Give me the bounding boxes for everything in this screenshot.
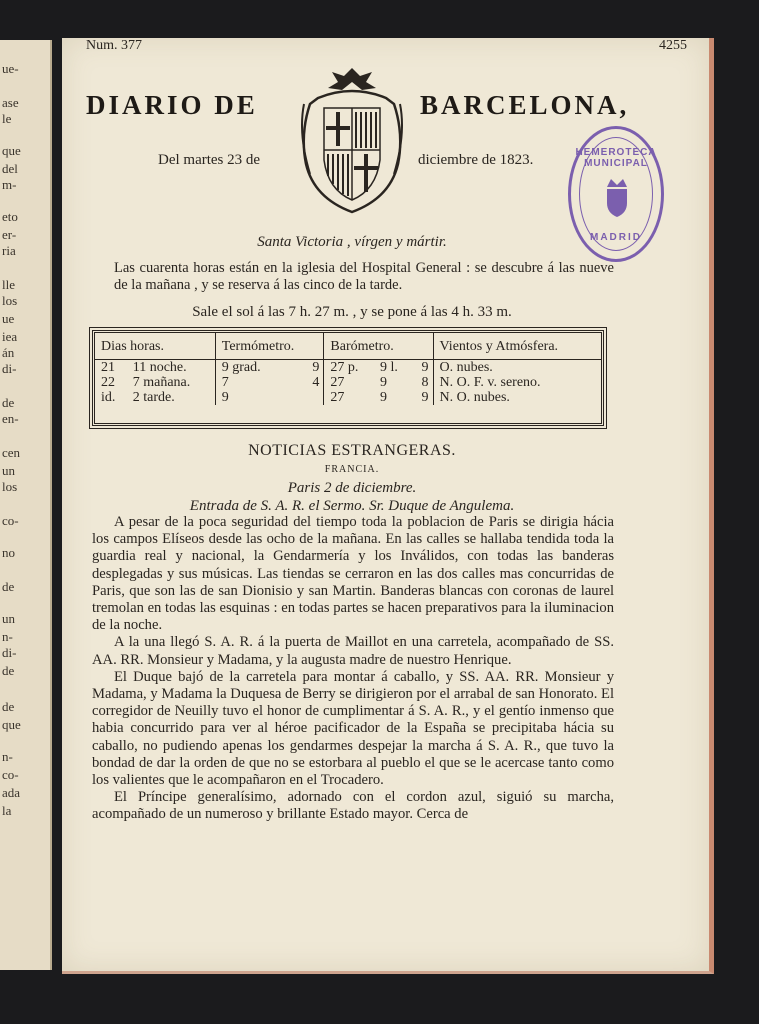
table-cell-thermo: 9 grad. — [215, 360, 295, 376]
table-cell-baro-l: 9 l. — [379, 360, 398, 375]
left-page-fragment: ria — [2, 243, 16, 258]
table-cell-hour: 7 mañana. — [132, 375, 191, 390]
left-page-fragment: cen — [2, 445, 21, 460]
adjacent-page-edge — [0, 40, 52, 970]
table-cell-thermo: 9 — [215, 390, 295, 405]
left-page-fragment: m- — [2, 177, 17, 192]
table-header: Barómetro. — [324, 333, 433, 360]
left-page-fragment: co- — [2, 513, 19, 528]
left-page-fragment: le — [2, 111, 12, 126]
masthead-title-left: DIARIO DE — [86, 90, 258, 120]
masthead-title-right: BARCELONA, — [420, 90, 630, 120]
issue-number: Num. 377 — [86, 38, 142, 53]
left-page-fragment: los — [2, 293, 18, 308]
left-page-fragment: que — [2, 717, 21, 732]
left-page-fragment: de — [2, 395, 15, 410]
country-heading: FRANCIA. — [324, 464, 380, 475]
left-page-fragment: la — [2, 803, 12, 818]
newspaper-page — [62, 38, 714, 974]
issue-date-left: Del martes 23 de — [158, 152, 261, 168]
left-page-fragment: di- — [2, 645, 17, 660]
table-cell-day: id. — [101, 390, 116, 405]
article-title: Entrada de S. A. R. el Sermo. Sr. Duque de Angulema. — [189, 498, 515, 514]
table-cell-hour: 11 noche. — [132, 360, 187, 375]
table-cell-baro-frac: 8 — [421, 375, 429, 390]
article-paragraph: A pesar de la poca seguridad del tiempo toda la poblacion de Paris se dirigia hácia los campos Elíseos desde las ocho de la mañana. En las calles se hallaba tendida toda la guardia real y nacional, la Gendarmería y los Inválidos, con todas las banderas desplegadas y sus músicas. Las tiendas se cerraron en las dos calles mas concurridas de Paris, que son las de san Dionisio y san Martin. Banderas blancas con coronas de laurel tremolan en todas las esquinas : en todas partes se hacen preparativos para la iluminacion de la noche. — [92, 514, 614, 634]
table-cell-thermo-frac: 9 — [312, 360, 320, 375]
table-header: Termómetro. — [215, 333, 324, 360]
left-page-fragment: un — [2, 463, 15, 478]
forty-hours-notice: Las cuarenta horas están en la iglesia del Hospital General : se descubre á las nueve de la mañana , y se reserva á las cinco de la tarde. — [114, 260, 614, 293]
left-page-fragment: lle — [2, 277, 15, 292]
saint-of-day: Santa Victoria , vírgen y mártir. — [257, 234, 447, 250]
table-cell-day: 22 — [101, 375, 115, 390]
weather-table — [92, 330, 604, 426]
table-cell-thermo: 7 — [215, 375, 295, 390]
left-page-fragment: ase — [2, 95, 19, 110]
table-cell-thermo-frac: 4 — [312, 375, 320, 390]
table-cell-day: 21 — [101, 360, 115, 375]
article-paragraph: El Príncipe generalísimo, adornado con el cordon azul, siguió su marcha, acompañado de un numeroso y brillante Estado mayor. Cerca de — [92, 789, 614, 823]
table-cell-baro-l: 9 — [379, 390, 387, 405]
left-page-fragment: ada — [2, 785, 21, 800]
table-cell-baro-l: 9 — [379, 375, 387, 390]
left-page-fragment: iea — [2, 329, 18, 344]
left-page-fragment: ue- — [2, 61, 19, 76]
table-cell-wind: N. O. nubes. — [433, 390, 601, 405]
article-body — [92, 514, 614, 824]
table-cell-hour: 2 tarde. — [132, 390, 175, 405]
table-row — [95, 375, 601, 390]
left-page-fragment: án — [2, 345, 15, 360]
article-paragraph: El Duque bajó de la carretela para montar á caballo, y SS. AA. RR. Monsieur y Madama, y Madama la Duquesa de Berry se dirigieron por el arrabal de san Honorato. El corregidor de Neuilly tuvo el honor de cumplimentar á S. A. R., y el gentío inmenso que habia concurrido para ver al héroe pacificador de la España se precipitaba hácia su caballo, no pudiendo apenas los gendarmes despejar la marcha á S. A. R., que tuvo la bondad de dar la orden de que no se estorbara al pueblo el que se le acercase tanto como los valientes que le acompañaron en el Trocadero. — [92, 668, 614, 789]
left-page-fragment: co- — [2, 767, 19, 782]
left-page-fragment: del — [2, 161, 18, 176]
left-page-fragment: los — [2, 479, 18, 494]
table-cell-wind: N. O. F. v. sereno. — [433, 375, 601, 390]
table-row — [95, 360, 601, 376]
crown-shield-icon — [601, 175, 633, 219]
left-page-fragment: n- — [2, 749, 13, 764]
table-cell-baro-frac: 9 — [421, 360, 429, 375]
article-paragraph: A la una llegó S. A. R. á la puerta de Maillot en una carretela, acompañado de SS. AA. RR. Monsieur y Madama, y la augusta madre de nuestro Henrique. — [92, 634, 614, 668]
stamp-top-text: HEMEROTECA MUNICIPAL — [575, 147, 657, 169]
left-page-fragment: de — [2, 579, 15, 594]
left-page-fragment: que — [2, 143, 21, 158]
table-row — [95, 390, 601, 405]
left-page-fragment: un — [2, 611, 15, 626]
table-header: Vientos y Atmósfera. — [433, 333, 601, 360]
left-page-fragment: ue — [2, 311, 15, 326]
issue-date-right: diciembre de 1823. — [418, 152, 534, 168]
page-number: 4255 — [659, 38, 687, 53]
table-cell-baro: 27 — [324, 390, 374, 405]
table-cell-thermo-frac — [295, 390, 323, 405]
section-heading: NOTICIAS ESTRANGERAS. — [248, 442, 456, 459]
left-page-fragment: di- — [2, 361, 17, 376]
table-cell-baro-frac: 9 — [421, 390, 429, 405]
stamp-bottom-text: MADRID — [590, 232, 642, 243]
table-cell-wind: O. nubes. — [433, 360, 601, 376]
dateline: Paris 2 de diciembre. — [287, 480, 417, 496]
left-page-fragment: de — [2, 699, 15, 714]
table-header: Dias horas. — [95, 333, 215, 360]
left-page-fragment: er- — [2, 227, 17, 242]
table-cell-baro: 27 p. — [324, 360, 374, 376]
table-cell-baro: 27 — [324, 375, 374, 390]
left-page-fragment: eto — [2, 209, 18, 224]
left-page-fragment: de — [2, 663, 15, 678]
left-page-fragment: n- — [2, 629, 13, 644]
sunrise-sunset: Sale el sol á las 7 h. 27 m. , y se pone á las 4 h. 33 m. — [192, 304, 512, 320]
left-page-fragment: no — [2, 545, 15, 560]
coat-of-arms-icon — [294, 64, 410, 220]
left-page-fragment: en- — [2, 411, 19, 426]
